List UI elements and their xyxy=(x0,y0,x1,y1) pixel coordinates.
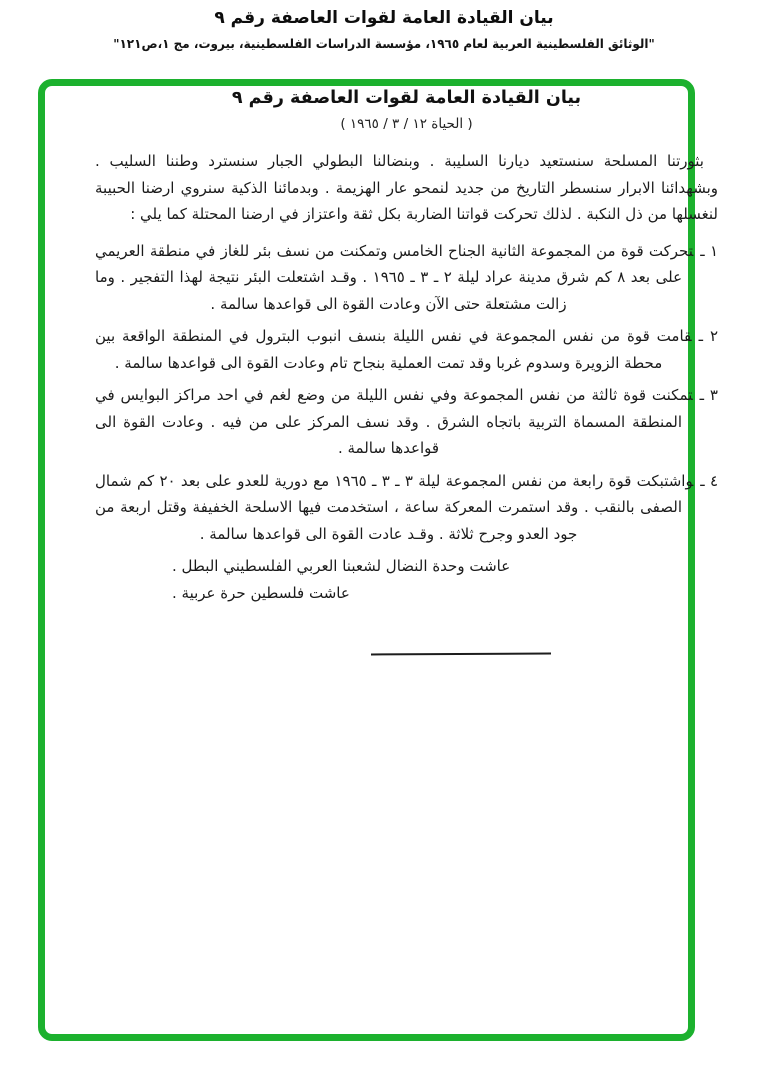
closing-line: عاشت وحدة النضال لشعبنا العربي الفلسطيني البطل . xyxy=(172,557,511,575)
page-header xyxy=(0,8,768,51)
list-item xyxy=(95,382,718,462)
item-number: ١ ـ xyxy=(700,241,718,260)
source-citation: "الوثائق الفلسطينية العربية لعام ١٩٦٥، مؤسسة الدراسات الفلسطينية، بيروت، مج ١،ص١٢١" xyxy=(113,36,655,52)
numbered-items xyxy=(95,238,718,548)
closing-line: عاشت فلسطين حرة عربية . xyxy=(172,584,350,602)
communique-title: بيان القيادة العامة لقوات العاصفة رقم ٩ xyxy=(231,88,582,108)
scanned-document xyxy=(95,88,718,655)
item-number: ٢ ـ xyxy=(698,327,718,345)
list-item xyxy=(95,323,718,376)
item-text: قامت قوة من نفس المجموعة في نفس الليلة بنسف انبوب البترول في المنطقة الواقعة بين محطة الزويرة وسدوم غربا وقد تمت العملية بنجاح تام وعادت القوة الى قواعدها سالمة . xyxy=(95,327,692,372)
document-header-title: بيان القيادة العامة لقوات العاصفة رقم ٩ xyxy=(214,8,554,28)
item-number: ٣ ـ xyxy=(699,386,718,404)
document-body xyxy=(95,148,718,655)
list-item xyxy=(95,238,718,318)
item-text: واشتبكت قوة رابعة من نفس المجموعة ليلة ٣ ـ ٣ ـ ١٩٦٥ مع دورية للعدو على بعد ٢٠ كم شمال الصفى بالنقب . وقد استمرت المعركة ساعة ، استخدمت فيها الاسلحة الخفيفة وقتل اربعة من جود العدو وجرح ثلاثة . وقـد عادت القوة الى قواعدها سالمة . xyxy=(95,471,694,543)
item-number: ٤ ـ xyxy=(700,471,719,490)
closing-slogans xyxy=(95,553,718,607)
item-text: تمكنت قوة ثالثة من نفس المجموعة وفي نفس الليلة من وضع لغم في احد مراكز البوايس في المنطقة المسماة التربية باتجاه الشرق . وقد نسف المركز على من فيه . وعادت القوة الى قواعدها سالمة . xyxy=(95,386,693,457)
list-item xyxy=(95,468,718,548)
item-text: تحركت قوة من المجموعة الثانية الجناح الخامس وتمكنت من نسف بئر للغاز في منطقة العريمي على بعد ٨ كم شرق مدينة عراد ليلة ٢ ـ ٣ ـ ١٩٦٥ . وقـد اشتعلت البئر نتيجة لهذا التفجير . وما زالت مشتعلة حتى الآن وعادت القوة الى قواعدها سالمة . xyxy=(95,241,694,313)
intro-paragraph: بثورتنا المسلحة سنستعيد ديارنا السليبة . وبنضالنا البطولي الجبار سنسترد وطننا السليب . وبشهدائنا الابرار سنسطر التاريخ من جديد لنمحو عار الهزيمة . وبدمائنا الذكية سنروي ارضنا الحبيبة لنغسلها من ذل النكبة . لذلك تحركت قواتنا الضاربة بكل ثقة واعتزاز في ارضنا المحتلة كما يلي : xyxy=(95,152,718,223)
dateline: ( الحياة ١٢ / ٣ / ١٩٦٥ ) xyxy=(340,116,473,132)
